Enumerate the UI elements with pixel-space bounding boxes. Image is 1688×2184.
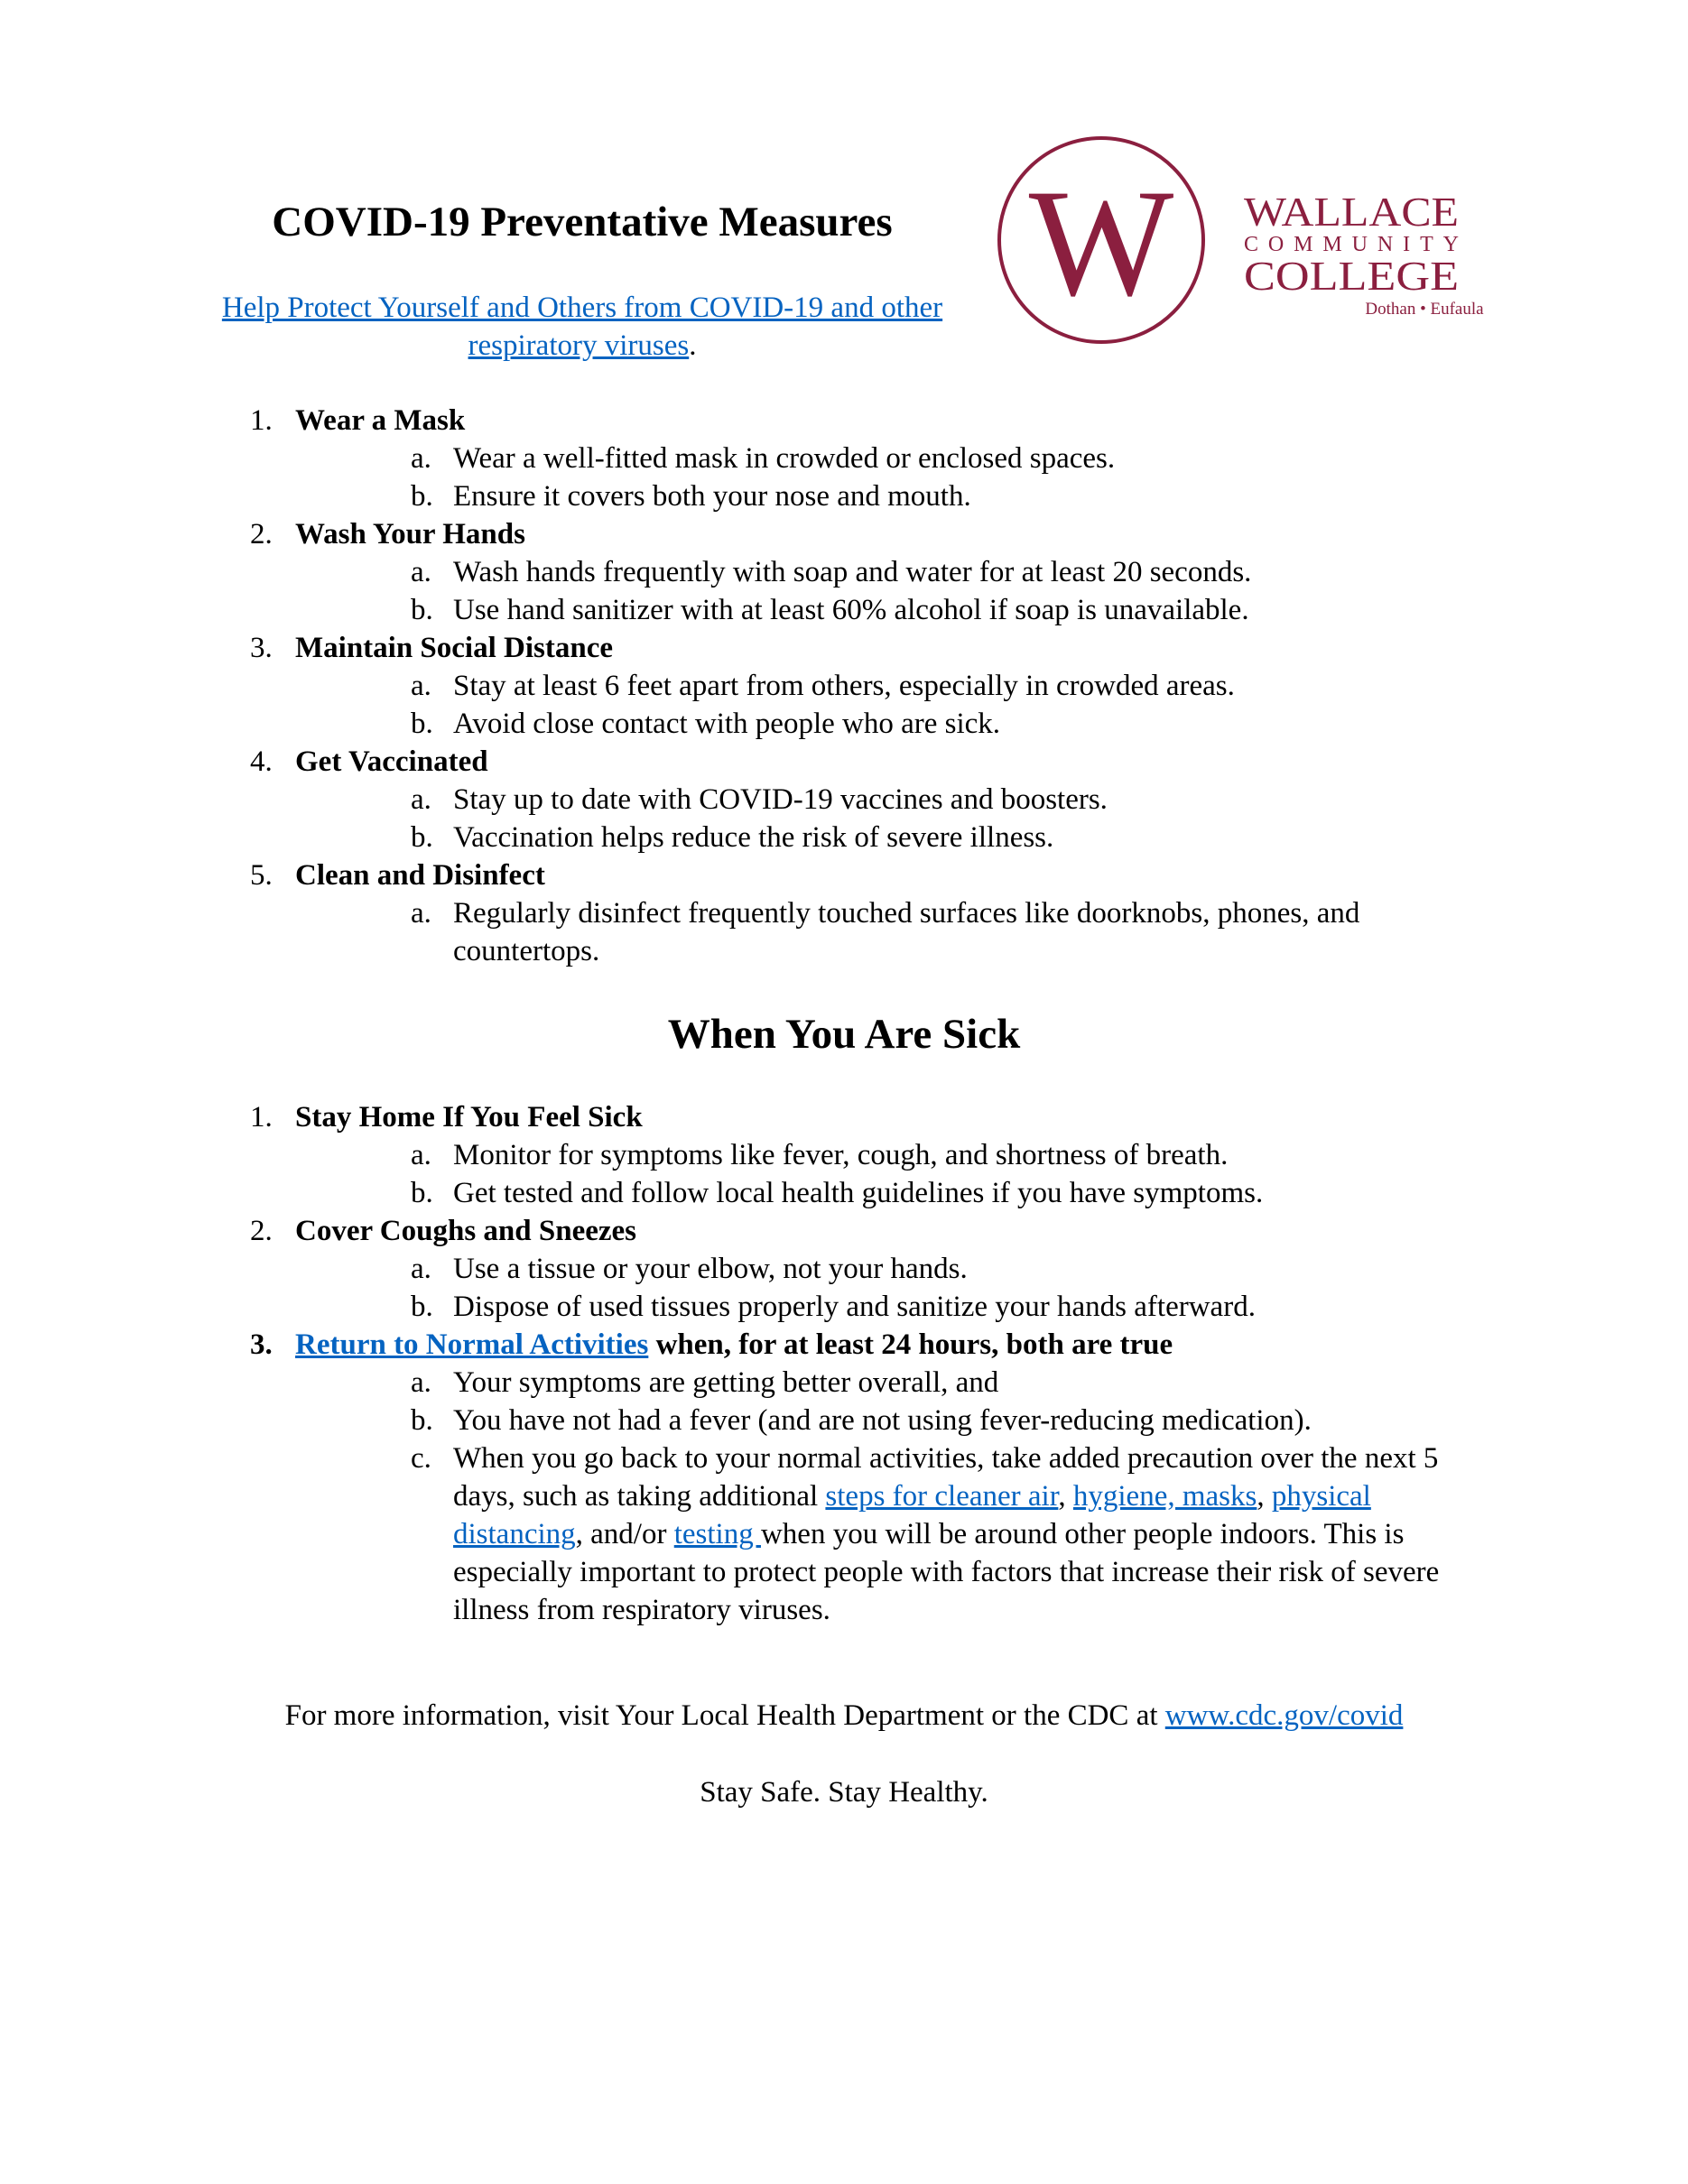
item-heading: Get Vaccinated [295, 745, 488, 778]
sub-item: a. Wear a well-fitted mask in crowded or enclosed spaces. [411, 442, 1116, 475]
logo-monogram: W [1028, 158, 1174, 328]
item-heading: Clean and Disinfect [295, 859, 545, 892]
logo-line-1: WALLACE [1244, 189, 1459, 235]
subtitle [208, 289, 957, 365]
sub-item: b. Dispose of used tissues properly and sanitize your hands afterward. [411, 1291, 1256, 1323]
closing-line: Stay Safe. Stay Healthy. [700, 1776, 988, 1809]
physical-distancing-link[interactable]: physical distancing [453, 1480, 1371, 1550]
list-item [239, 1326, 1485, 1629]
list-item [239, 402, 1485, 515]
subtitle-period: . [689, 329, 697, 362]
section-heading-sick: When You Are Sick [667, 1011, 1021, 1058]
list-item [239, 743, 1485, 856]
item-number: 2. [250, 518, 273, 551]
item-number: 5. [250, 859, 273, 892]
return-to-normal-link[interactable]: Return to Normal Activities [295, 1328, 649, 1361]
list-item [239, 1212, 1485, 1326]
sub-item: c. When you go back to your normal activities, take added precaution over the next 5 days, such as taking additional steps for cleaner air, hygiene, masks, physical distancing, and/or testing when you will be around other people indoors. This is especially important to protect people with factors that increase their risk of severe illness from respiratory viruses. [411, 1442, 1440, 1626]
sub-item: b. Get tested and follow local health guidelines if you have symptoms. [411, 1177, 1264, 1209]
item-heading: Stay Home If You Feel Sick [295, 1101, 643, 1134]
sub-item: b. You have not had a fever (and are not using fever-reducing medication). [411, 1404, 1312, 1437]
sub-item: b. Vaccination helps reduce the risk of severe illness. [411, 821, 1054, 854]
logo-line-4: Dothan • Eufaula [1365, 300, 1484, 319]
sub-item: b. Use hand sanitizer with at least 60% alcohol if soap is unavailable. [411, 594, 1249, 626]
sick-list [239, 1098, 1485, 1629]
sub-item: a. Use a tissue or your elbow, not your hands. [411, 1253, 968, 1285]
logo-line-3: COLLEGE [1244, 253, 1459, 299]
item-number: 4. [250, 745, 273, 778]
cleaner-air-link[interactable]: steps for cleaner air [825, 1480, 1059, 1513]
list-item [239, 515, 1485, 629]
hygiene-masks-link[interactable]: hygiene, masks [1072, 1480, 1257, 1513]
list-item [239, 1098, 1485, 1212]
college-logo [991, 134, 1484, 350]
item-number: 3. [250, 1328, 273, 1361]
item-heading: Wear a Mask [295, 404, 466, 437]
item-number: 2. [250, 1215, 273, 1247]
item-number: 1. [250, 1101, 273, 1134]
sub-item: b. Ensure it covers both your nose and mouth. [411, 480, 971, 513]
sub-item: b. Avoid close contact with people who are sick. [411, 708, 1001, 740]
sub-item: a. Your symptoms are getting better overall, and [411, 1366, 999, 1399]
logo-line-2: COMMUNITY [1244, 233, 1459, 256]
cdc-link[interactable]: www.cdc.gov/covid [1164, 1699, 1404, 1732]
item-number: 3. [250, 632, 273, 664]
more-info: For more information, visit Your Local Health Department or the CDC at www.cdc.gov/covid [284, 1699, 1404, 1732]
list-item [239, 629, 1485, 743]
item-heading: Maintain Social Distance [295, 632, 613, 664]
prevention-list [239, 402, 1485, 970]
sub-item: a. Stay at least 6 feet apart from others, especially in crowded areas. [411, 670, 1235, 702]
item-number: 1. [250, 404, 273, 437]
list-item [239, 856, 1485, 970]
subtitle-link[interactable]: Help Protect Yourself and Others from COVID-19 and other respiratory viruses [221, 292, 943, 362]
item-heading: Wash Your Hands [295, 518, 525, 551]
sub-item: a. Stay up to date with COVID-19 vaccines and boosters. [411, 783, 1108, 816]
item-heading: Cover Coughs and Sneezes [295, 1215, 637, 1247]
item-heading: Return to Normal Activities when, for at least 24 hours, both are true [295, 1328, 1173, 1361]
sub-item: a. Wash hands frequently with soap and water for at least 20 seconds. [411, 556, 1252, 588]
page-title: COVID-19 Preventative Measures [272, 199, 893, 245]
testing-link[interactable]: testing [673, 1518, 761, 1550]
sub-item: a. Regularly disinfect frequently touched surfaces like doorknobs, phones, and countertops. [411, 897, 1360, 967]
sub-item: a. Monitor for symptoms like fever, cough, and shortness of breath. [411, 1139, 1229, 1171]
